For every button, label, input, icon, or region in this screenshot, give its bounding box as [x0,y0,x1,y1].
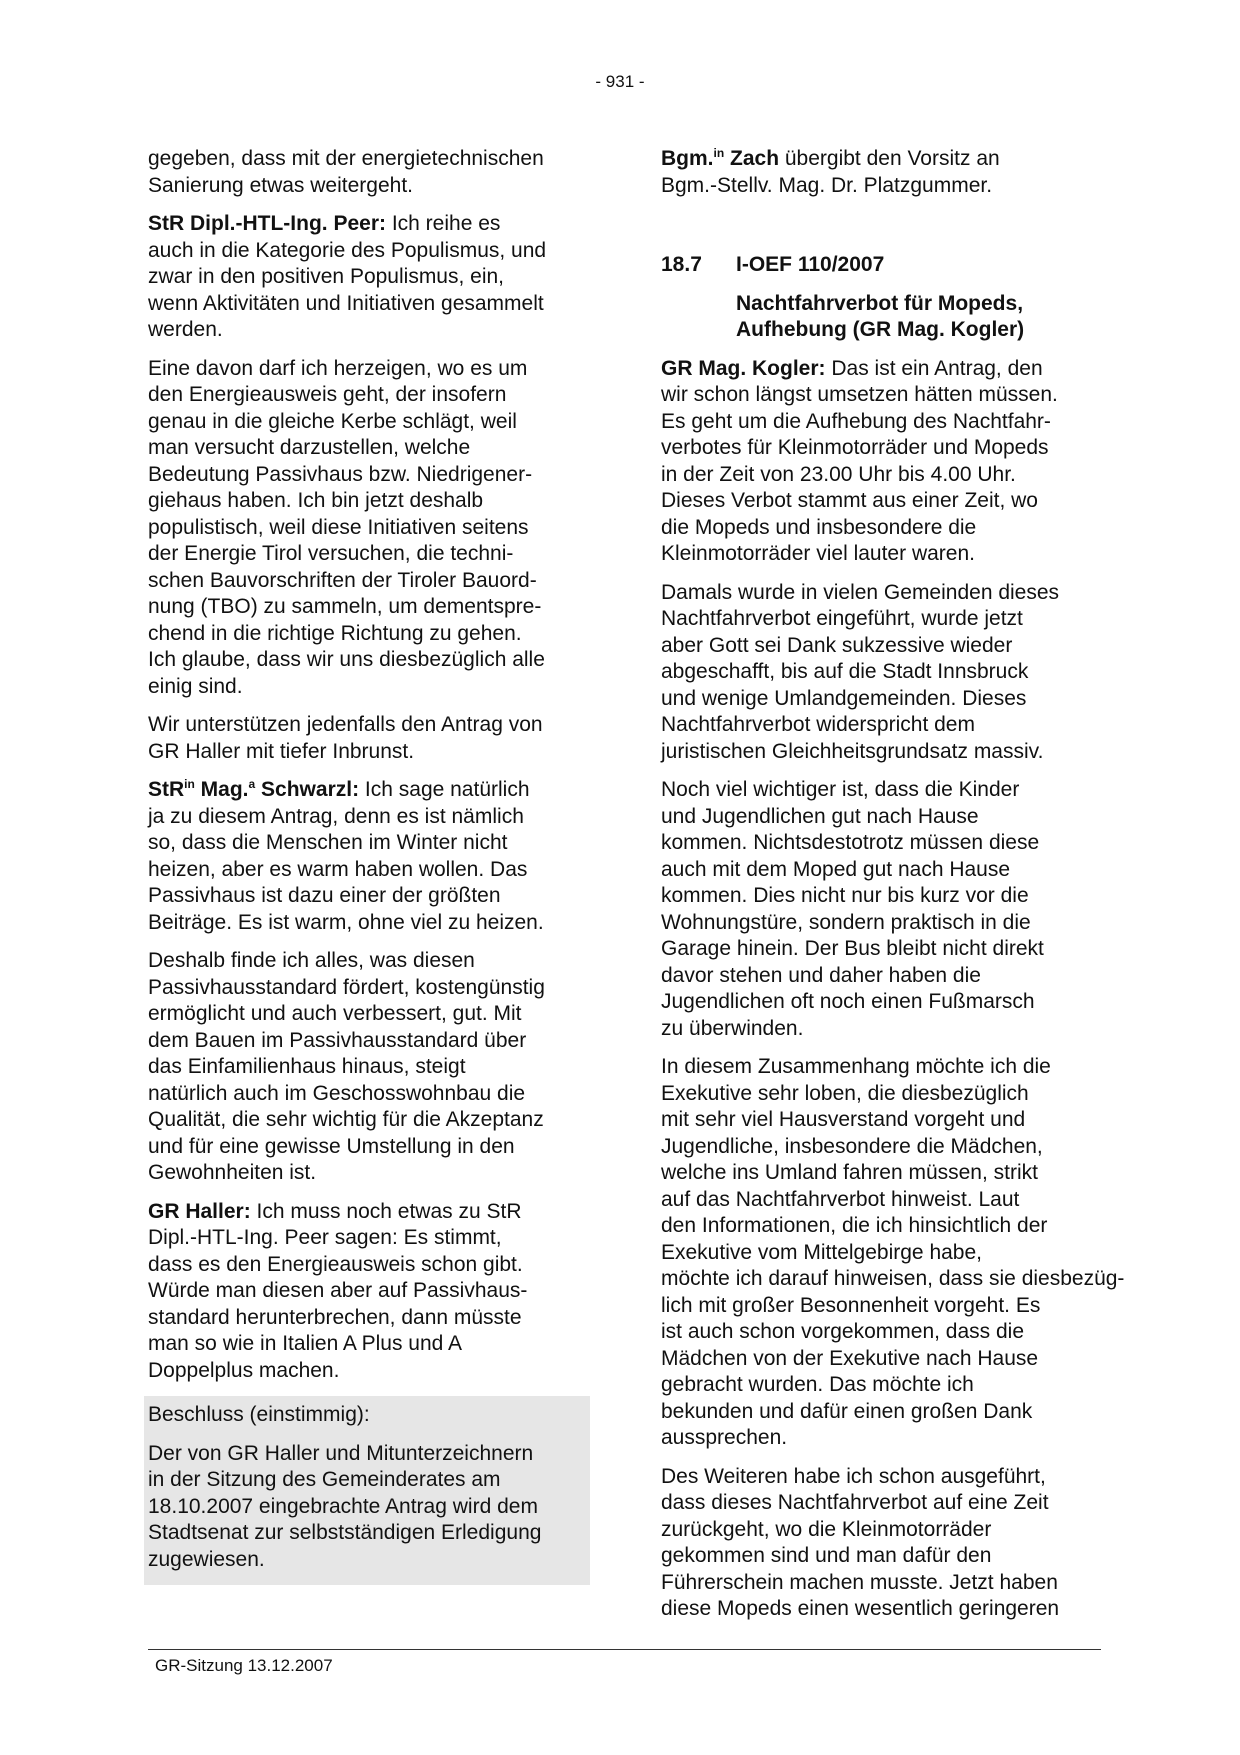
text-line: Beiträge. Es ist warm, ohne viel zu heizen. [148,910,544,934]
text-line: Führerschein machen musste. Jetzt haben [661,1570,1058,1594]
text-line: den Informationen, die ich hinsichtlich der [661,1214,1048,1237]
speaker-name: GR Mag. Kogler: [661,356,826,380]
paragraph-lines [661,382,1101,568]
text-line: mit sehr viel Hausverstand vorgeht und [661,1108,1026,1131]
text-line: genau in die gleiche Kerbe schlägt, weil [148,409,517,433]
text-line: gegeben, dass mit der energietechnischen [148,147,544,170]
text-line: Wohnungstüre, sondern praktisch in die [661,910,1031,934]
section-heading [661,252,1101,279]
text-line: Nachtfahrverbot für Mopeds, [736,291,1024,315]
text-line: natürlich auch im Geschosswohnbau die [148,1081,526,1105]
text-line: heizen, aber es warm haben wollen. Das [148,857,528,881]
text-line: Noch viel wichtiger ist, dass die Kinder [661,778,1020,801]
section-number: 18.7 [661,253,702,276]
text-line: den Energieausweis geht, der insofern [148,383,507,406]
text-line: verbotes für Kleinmotorräder und Mopeds [661,436,1049,459]
text-line: abgeschafft, bis auf die Stadt Innsbruck [661,660,1029,683]
text-line: Garage hinein. Der Bus bleibt nicht direkt [661,937,1044,960]
text-line: Exekutive sehr loben, die diesbezüglich [661,1081,1029,1105]
paragraph [148,777,586,936]
paragraph [661,580,1101,766]
text-line: Dipl.-HTL-Ing. Peer sagen: Es stimmt, [148,1226,502,1249]
text-line: Stadtsenat zur selbstständigen Erledigung [148,1521,542,1544]
text-line: In diesem Zusammenhang möchte ich die [661,1055,1051,1078]
paragraph [661,1054,1125,1452]
speaker-part: Mag. [194,778,249,801]
text-line: Gewohnheiten ist. [148,1161,317,1184]
paragraph [148,712,586,765]
paragraph-first-line [661,356,1101,383]
superscript: a [248,777,256,791]
text-line: gebracht wurden. Das möchte ich [661,1373,974,1396]
speaker-part: Bgm. [661,147,714,170]
text-line: welche ins Umland fahren müssen, strikt [661,1161,1038,1184]
text-line: dem Bauen im Passivhausstandard über [148,1028,527,1052]
paragraph-first-line [148,777,586,804]
paragraph [148,146,586,199]
text-line: Ich glaube, dass wir uns diesbezüglich alle [148,648,545,671]
text: Ich sage natürlich [359,778,530,801]
text-line: Nachtfahrverbot widerspricht dem [661,713,975,736]
text-line: Deshalb finde ich alles, was diesen [148,949,475,972]
text-line: werden. [148,318,223,341]
text: übergibt den Vorsitz an [779,147,1000,170]
paragraph [661,1464,1101,1623]
speaker-name: StR Dipl.-HTL-Ing. Peer: [148,212,386,235]
paragraph-first-line [148,211,586,238]
left-column [148,146,586,1585]
paragraph [661,356,1101,568]
text: Das ist ein Antrag, den [825,356,1043,380]
text-line: Mädchen von der Exekutive nach Hause [661,1346,1039,1370]
text-line: Passivhaus ist dazu einer der größten [148,884,501,907]
speaker-name: GR Haller: [148,1199,251,1223]
text-line: und Jugendlichen gut nach Hause [661,804,979,828]
text-line: man versucht darzustellen, welche [148,436,471,459]
text-line: die Mopeds und insbesondere die [661,515,977,539]
text-line: auch in die Kategorie des Populismus, und [148,238,547,262]
text-line: dass es den Energieausweis schon gibt. [148,1252,523,1276]
text-line: wir schon längst umsetzen hätten müssen. [661,383,1058,406]
text-line: standard herunterbrechen, dann müsste [148,1305,522,1329]
text-line: Nachtfahrverbot eingeführt, wurde jetzt [661,607,1023,630]
decision-text [148,1441,586,1574]
text: Ich muss noch etwas zu StR [250,1199,522,1223]
text-line: davor stehen und daher haben die [661,963,981,987]
paragraph [148,948,586,1187]
paragraph-first-line [148,1199,586,1226]
text-line: und für eine gewisse Umstellung in den [148,1134,515,1158]
superscript: in [713,146,725,160]
text-line: GR Haller mit tiefer Inbrunst. [148,739,415,763]
speaker-part: StR [148,778,185,801]
text-line: Bgm.-Stellv. Mag. Dr. Platzgummer. [661,173,993,197]
text-line: möchte ich darauf hinweisen, dass sie diesbezüg- [661,1267,1125,1290]
text-line: ist auch schon vorgekommen, dass die [661,1320,1025,1343]
text-line: so, dass die Menschen im Winter nicht [148,831,508,854]
superscript: in [184,777,195,791]
text-line: zwar in den positiven Populismus, ein, [148,265,505,288]
text-line: zugewiesen. [148,1547,265,1571]
paragraph [148,211,586,344]
decision-box [144,1396,590,1585]
text-line: Sanierung etwas weitergeht. [148,173,413,197]
section-code: I-OEF 110/2007 [736,253,885,276]
text-line: kommen. Dies nicht nur bis kurz vor die [661,884,1029,907]
section-title [661,291,1101,344]
text-line: auf das Nachtfahrverbot hinweist. Laut [661,1187,1020,1211]
text-line: man so wie in Italien A Plus und A [148,1332,463,1355]
text-line: Aufhebung (GR Mag. Kogler) [736,318,1025,341]
text-line: Eine davon darf ich herzeigen, wo es um [148,356,528,380]
text-line: einig sind. [148,674,243,698]
text-line: schen Bauvorschriften der Tiroler Bauord- [148,568,537,592]
text-line: Jugendlichen oft noch einen Fußmarsch [661,990,1035,1013]
paragraph [148,1199,586,1385]
text-line: Qualität, die sehr wichtig für die Akzeptanz [148,1108,544,1131]
decision-heading: Beschluss (einstimmig): [148,1403,370,1426]
text-line: aussprechen. [661,1426,788,1449]
text-line: in der Sitzung des Gemeinderates am [148,1468,501,1491]
text-line: ja zu diesem Antrag, denn es ist nämlich [148,804,524,828]
text-line: das Einfamilienhaus hinaus, steigt [148,1055,466,1078]
text-line: Es geht um die Aufhebung des Nachtfahr- [661,409,1051,433]
text-line: aber Gott sei Dank sukzessive wieder [661,633,1013,657]
text-line: Jugendliche, insbesondere die Mädchen, [661,1134,1043,1158]
paragraph [148,356,586,701]
text-line: Würde man diesen aber auf Passivhaus- [148,1279,528,1302]
text-line: lich mit großer Besonnenheit vorgeht. Es [661,1293,1041,1317]
text-line: Passivhausstandard fördert, kostengünstig [148,975,545,999]
text-line: dass dieses Nachtfahrverbot auf eine Zeit [661,1491,1049,1514]
paragraph [661,146,1101,199]
text-line: 18.10.2007 eingebrachte Antrag wird dem [148,1494,538,1518]
text-line: zurückgeht, wo die Kleinmotorräder [661,1517,992,1541]
text-line: und wenige Umlandgemeinden. Dieses [661,686,1027,710]
paragraph [661,777,1101,1042]
page-number: - 931 - [595,72,645,91]
text-line: ermöglicht und auch verbessert, gut. Mit [148,1002,522,1025]
text-line: Dieses Verbot stammt aus einer Zeit, wo [661,489,1038,512]
text: Ich reihe es [386,212,501,235]
text-line: bekunden und dafür einen großen Dank [661,1399,1033,1423]
text-line: der Energie Tirol versuchen, die techni- [148,542,514,565]
text-line: kommen. Nichtsdestotrotz müssen diese [661,831,1040,854]
paragraph-lines [148,804,586,937]
speaker-name [661,147,779,170]
footer-text: GR-Sitzung 13.12.2007 [155,1656,333,1675]
speaker-part: Zach [724,147,780,170]
speaker-part: Schwarzl: [255,778,360,801]
text-line: nung (TBO) zu sammeln, um dementspre- [148,595,542,618]
text-line: juristischen Gleichheitsgrundsatz massiv. [661,739,1044,763]
right-column [661,146,1125,1635]
text-line: Wir unterstützen jedenfalls den Antrag von [148,713,543,736]
text-line: chend in die richtige Richtung zu gehen. [148,621,522,645]
text-line: giehaus haben. Ich bin jetzt deshalb [148,489,484,512]
paragraph-lines [148,238,586,344]
text-line: Der von GR Haller und Mitunterzeichnern [148,1441,534,1465]
text-line: auch mit dem Moped gut nach Hause [661,857,1011,881]
text-line: Des Weiteren habe ich schon ausgeführt, [661,1464,1046,1488]
speaker-name [148,778,359,801]
paragraph-lines [661,173,1101,200]
text-line: Bedeutung Passivhaus bzw. Niedrigener- [148,462,533,486]
text-line: wenn Aktivitäten und Initiativen gesammelt [148,291,544,315]
text-line: diese Mopeds einen wesentlich geringeren [661,1597,1060,1620]
text-line: zu überwinden. [661,1016,804,1040]
text-line: Damals wurde in vielen Gemeinden dieses [661,580,1060,604]
text-line: gekommen sind und man dafür den [661,1544,992,1567]
text-line: populistisch, weil diese Initiativen seitens [148,515,529,539]
footer-rule [148,1649,1101,1650]
text-line: Kleinmotorräder viel lauter waren. [661,542,975,565]
text-line: in der Zeit von 23.00 Uhr bis 4.00 Uhr. [661,462,1016,486]
text-line: Exekutive vom Mittelgebirge habe, [661,1240,982,1264]
paragraph-lines [148,1225,586,1384]
paragraph-first-line [661,146,1101,173]
text-line: Doppelplus machen. [148,1358,340,1382]
